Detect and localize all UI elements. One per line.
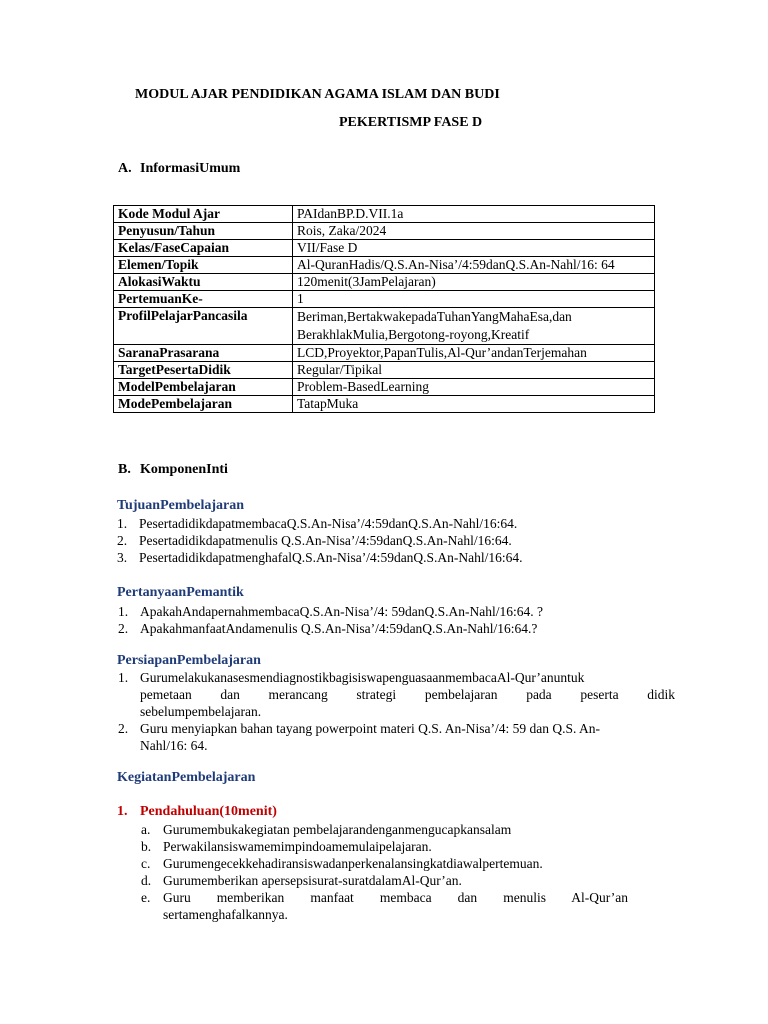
list-text-line: Guru memberikan manfaat membaca dan menulis Al-Qur’an [163,890,628,905]
table-value: Regular/Tipikal [293,362,655,379]
table-key: TargetPesertaDidik [114,362,293,379]
list-number: 3. [117,550,128,565]
list-text: Gurumengecekkehadiransiswadanperkenalansingkatdiawalpertemuan. [163,856,543,871]
table-value: 1 [293,291,655,308]
list-item [117,515,659,532]
document-title-line-1: MODUL AJAR PENDIDIKAN AGAMA ISLAM DAN BUDI [135,87,500,102]
info-table [113,205,655,413]
pendahuluan-title: Pendahuluan(10menit) [140,804,277,819]
pertanyaan-list [118,603,660,637]
list-letter: b. [141,839,152,854]
list-text: PesertadidikdapatmembacaQ.S.An-Nisa’/4:59danQ.S.An-Nahl/16:64. [139,516,518,531]
table-key: Kelas/FaseCapaian [114,240,293,257]
pertanyaan-heading: PertanyaanPemantik [117,585,244,600]
list-text: ApakahAndapernahmembacaQ.S.An-Nisa’/4: 59danQ.S.An-Nahl/16:64. ? [140,604,544,619]
list-item [118,620,660,637]
list-text-line: sebelumpembelajaran. [140,704,262,719]
list-text-line: sertamenghafalkannya. [163,907,288,922]
table-value: PAIdanBP.D.VII.1a [293,206,655,223]
table-row [114,206,655,223]
section-b-heading [118,462,228,478]
persiapan-list [118,669,675,754]
pendahuluan-heading [117,804,277,820]
section-a-letter: A. [118,161,132,176]
table-row [114,345,655,362]
list-text: PesertadidikdapatmenghafalQ.S.An-Nisa’/4:59danQ.S.An-Nahl/16:64. [139,550,523,565]
list-text-line: Guru menyiapkan bahan tayang powerpoint materi Q.S. An-Nisa’/4: 59 dan Q.S. An- [140,721,601,736]
section-b-title: KomponenInti [140,462,228,477]
list-item [118,720,675,754]
list-text-line: GurumelakukanasesmendiagnostikbagisiswapenguasaanmembacaAl-Qur’anuntuk [140,670,585,685]
list-number: 1. [117,516,128,531]
table-key: ProfilPelajarPancasila [114,308,293,345]
list-number: 1. [118,604,129,619]
list-item [118,669,675,720]
list-letter: c. [141,856,151,871]
list-text: Gurumemberikan apersepsisurat-suratdalamAl-Qur’an. [163,873,462,888]
list-item [141,821,628,838]
list-item [117,549,659,566]
table-key: AlokasiWaktu [114,274,293,291]
list-text: Pesertadidikdapatmenulis Q.S.An-Nisa’/4:59danQ.S.An-Nahl/16:64. [139,533,512,548]
list-number: 2. [118,721,129,736]
table-row [114,274,655,291]
list-item [141,889,628,923]
table-value: 120menit(3JamPelajaran) [293,274,655,291]
table-row [114,257,655,274]
tujuan-list [117,515,659,566]
list-number: 2. [118,621,129,636]
table-key: ModePembelajaran [114,396,293,413]
list-item [141,838,628,855]
table-row [114,291,655,308]
table-key: SaranaPrasarana [114,345,293,362]
table-value: Problem-BasedLearning [293,379,655,396]
table-key: Penyusun/Tahun [114,223,293,240]
table-row [114,308,655,345]
list-item [141,855,628,872]
list-item [141,872,628,889]
table-value: Rois, Zaka/2024 [293,223,655,240]
list-text: ApakahmanfaatAndamenulis Q.S.An-Nisa’/4:59danQ.S.An-Nahl/16:64.? [140,621,538,636]
pendahuluan-number: 1. [117,804,128,819]
list-text: Gurumembukakegiatan pembelajarandenganmengucapkansalam [163,822,512,837]
table-row [114,362,655,379]
list-item [117,532,659,549]
persiapan-heading: PersiapanPembelajaran [117,653,261,668]
table-row [114,396,655,413]
section-a-heading [118,161,240,177]
table-key: Kode Modul Ajar [114,206,293,223]
table-value: Al-QuranHadis/Q.S.An-Nisa’/4:59danQ.S.An-Nahl/16: 64 [293,257,655,274]
list-letter: d. [141,873,152,888]
list-text-line: Nahl/16: 64. [140,738,208,753]
table-row [114,223,655,240]
list-text: Perwakilansiswamemimpindoamemulaipelajaran. [163,839,432,854]
list-item [118,603,660,620]
table-key: ModelPembelajaran [114,379,293,396]
list-number: 2. [117,533,128,548]
tujuan-heading: TujuanPembelajaran [117,498,245,513]
table-key: Elemen/Topik [114,257,293,274]
table-value: VII/Fase D [293,240,655,257]
kegiatan-heading: KegiatanPembelajaran [117,770,256,785]
table-value: LCD,Proyektor,PapanTulis,Al-Qur’andanTerjemahan [293,345,655,362]
table-key: PertemuanKe- [114,291,293,308]
document-title-line-2: PEKERTISMP FASE D [339,115,483,130]
table-row [114,240,655,257]
section-a-title: InformasiUmum [140,161,241,176]
table-row [114,379,655,396]
table-value: Beriman,BertakwakepadaTuhanYangMahaEsa,dan BerakhlakMulia,Bergotong-royong,Kreatif [293,308,655,345]
list-letter: e. [141,890,151,905]
pendahuluan-list [141,821,628,923]
list-letter: a. [141,822,151,837]
list-text-line: pemetaan dan merancang strategi pembelajaran pada peserta didik [140,687,675,702]
list-number: 1. [118,670,129,685]
section-b-letter: B. [118,462,131,477]
table-value: TatapMuka [293,396,655,413]
